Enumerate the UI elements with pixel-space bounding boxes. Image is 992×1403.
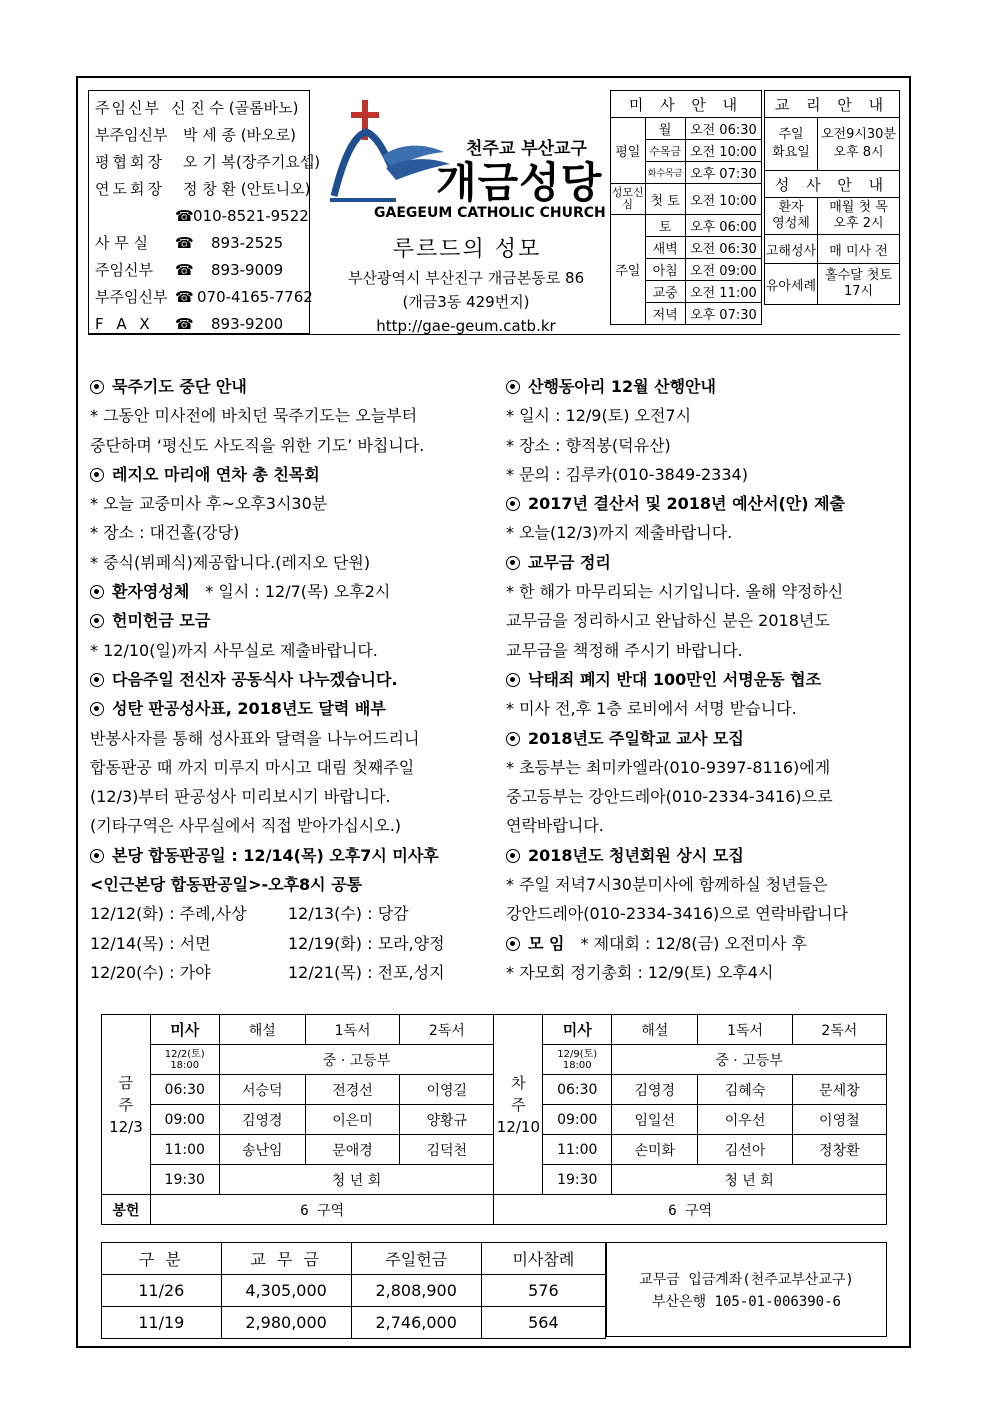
heading-text: 다음주일 전신자 공동식사 나누겠습니다.	[112, 669, 398, 689]
phone-line	[95, 257, 303, 284]
heading-text: 묵주기도 중단 안내	[112, 377, 247, 396]
phone-icon: ☎	[175, 315, 194, 333]
reader: 김영경	[219, 1105, 305, 1135]
date-item: 12/13(수) : 당감	[288, 904, 409, 924]
date-item: 12/14(목) : 서면	[90, 933, 211, 953]
sacrament-time: 매 미사 전	[818, 235, 900, 264]
staff-line	[95, 176, 311, 203]
phone-label: 사 무 실	[95, 234, 149, 252]
date-item: 12/12(화) : 주례,사상	[90, 904, 247, 924]
bullet-icon	[506, 937, 520, 951]
notice-text: * 주일 저녁7시30분미사에 함께하실 청년들은	[506, 875, 828, 895]
staff-line	[95, 149, 321, 176]
date-pair-line	[90, 958, 500, 987]
heading-text: 낙태죄 폐지 반대 100만인 서명운동 협조	[528, 669, 822, 689]
bullet-icon	[90, 702, 104, 716]
phone-icon: ☎	[175, 288, 194, 306]
staff-role: 평협회장	[95, 153, 165, 171]
heading-extra: * 제대회 : 12/8(금) 오전미사 후	[580, 933, 807, 953]
heading-text: 헌미헌금 모금	[112, 611, 211, 631]
heading-text: 2018년도 주일학교 교사 모집	[528, 728, 744, 748]
heading-extra: * 일시 : 12/7(목) 오후2시	[205, 582, 391, 602]
phone-icon: ☎	[175, 234, 194, 252]
table-cell: 576	[481, 1275, 605, 1307]
diocese-name: 천주교 부산교구	[466, 139, 587, 159]
bullet-icon	[506, 556, 520, 570]
table-row	[102, 1275, 606, 1307]
notice-heading	[506, 489, 906, 518]
notices-left-column	[90, 372, 500, 987]
table-cell: 11/26	[102, 1275, 222, 1307]
staff-name: 박 세 종 (바오로)	[183, 126, 296, 144]
phone-number: 070-4165-7762	[197, 288, 313, 306]
mass-schedule-table	[610, 90, 762, 325]
bullet-icon	[90, 673, 104, 687]
address-line: 부산광역시 부산진구 개금본동로 86	[347, 269, 585, 287]
notice-heading	[90, 606, 500, 635]
reading-roster-table	[101, 1014, 887, 1225]
notice-text: (기타구역은 사무실에서 직접 받아가십시오.)	[90, 816, 402, 836]
notice-text: 교무금을 정리하시고 완납하신 분은 2018년도	[506, 611, 830, 631]
bullet-icon	[506, 497, 520, 511]
parish-english-name: GAEGEUM CATHOLIC CHURCH	[374, 205, 606, 221]
notice-subheading: <인근본당 합동판공일>-오후8시 공통	[90, 875, 363, 895]
reader: 정창환	[792, 1135, 886, 1165]
staff-name: 정 창 환 (안토니오)	[183, 180, 311, 198]
catechism-day: 주일 화요일	[765, 118, 818, 171]
mass-time: 오후 06:00	[685, 215, 761, 237]
weekday-label: 평일	[611, 118, 646, 184]
phone-icon: ☎	[175, 207, 194, 225]
phone-number: 893-9009	[211, 261, 284, 279]
account-title: 교무금 입금계좌(천주교부산교구)	[639, 1272, 854, 1288]
reader: 이우선	[698, 1105, 792, 1135]
phone-icon: ☎	[175, 261, 194, 279]
parish-address	[330, 266, 602, 338]
notice-text: 연락바랍니다.	[506, 816, 604, 836]
col-header: 1독서	[698, 1015, 792, 1045]
heading-text: 2017년 결산서 및 2018년 예산서(안) 제출	[528, 494, 846, 514]
reader: 임일선	[612, 1105, 698, 1135]
notice-text: 합동판공 때 까지 미루지 마시고 대림 첫째주일	[90, 757, 415, 777]
mass-time: 오전 10:00	[685, 184, 761, 215]
notice-heading	[90, 460, 500, 489]
mass-title: 미 사 안 내	[611, 91, 762, 118]
notice-heading	[90, 694, 500, 723]
notices-right-column	[506, 372, 906, 987]
phone-line	[95, 284, 313, 311]
notice-text: * 문의 : 김루카(010-3849-2334)	[506, 464, 748, 484]
sacrament-title: 성 사 안 내	[765, 171, 900, 198]
phone-label: 주임신부	[95, 261, 153, 279]
notice-heading	[90, 372, 500, 401]
mass-time: 오전 10:00	[685, 140, 761, 162]
mass-time: 11:00	[150, 1135, 219, 1165]
mobile-line	[95, 203, 309, 230]
notice-text: * 중식(뷔페식)제공합니다.(레지오 단원)	[90, 552, 371, 572]
table-cell: 2,980,000	[221, 1307, 351, 1339]
mass-time: 19:30	[543, 1165, 612, 1195]
youth-group: 청 년 회	[612, 1165, 887, 1195]
notice-heading	[506, 665, 906, 694]
staff-role: 주임신부	[95, 99, 161, 117]
table-row	[102, 1307, 606, 1339]
mass-time: 오전 09:00	[685, 259, 761, 281]
staff-name: 신 진 수 (골롬바노)	[171, 99, 299, 117]
col-header: 미사참례	[481, 1243, 605, 1275]
reader: 전경선	[305, 1075, 399, 1105]
heading-text: 환자영성체	[112, 582, 190, 602]
table-cell: 2,808,900	[351, 1275, 481, 1307]
notice-heading	[90, 665, 500, 694]
eve-time: 12/2(토) 18:00	[150, 1045, 219, 1075]
notice-text: 교무금을 책정해 주시기 바랍니다.	[506, 640, 743, 660]
reader: 이은미	[305, 1105, 399, 1135]
sacrament-name: 유아세례	[765, 264, 818, 305]
phone-number: 893-9200	[211, 315, 284, 333]
reader: 김영경	[612, 1075, 698, 1105]
bullet-icon	[506, 732, 520, 746]
heading-text: 교무금 정리	[528, 552, 611, 572]
col-header: 미사	[150, 1015, 219, 1045]
bullet-icon	[90, 585, 104, 599]
reader: 서승덕	[219, 1075, 305, 1105]
first-sat-label: 성모신심	[611, 184, 646, 215]
catechism-sacrament-table	[764, 90, 900, 305]
sacrament-time: 매월 첫 목 오후 2시	[818, 198, 900, 235]
mass-day: 저녁	[645, 303, 685, 325]
date-item: 12/20(수) : 가야	[90, 962, 211, 982]
notice-text: * 오늘 교중미사 후~오후3시30분	[90, 494, 328, 514]
notice-heading	[506, 372, 906, 401]
notice-text: * 미사 전,후 1층 로비에서 서명 받습니다.	[506, 699, 797, 719]
reader: 김선아	[698, 1135, 792, 1165]
offering-label: 봉헌	[102, 1195, 151, 1225]
date-pair-line	[90, 899, 500, 928]
mass-day: 첫 토	[645, 184, 685, 215]
table-cell: 564	[481, 1307, 605, 1339]
offering-group: 6 구역	[150, 1195, 494, 1225]
mass-time: 09:00	[150, 1105, 219, 1135]
bullet-icon	[506, 380, 520, 394]
sacrament-name: 고해성사	[765, 235, 818, 264]
bullet-icon	[506, 849, 520, 863]
notice-text: * 오늘(12/3)까지 제출바랍니다.	[506, 523, 733, 543]
catechism-title: 교 리 안 내	[765, 91, 900, 118]
table-cell: 2,746,000	[351, 1307, 481, 1339]
heading-text: 모 임	[528, 933, 565, 953]
notice-text: 반봉사자를 통해 성사표와 달력을 나누어드리니	[90, 728, 420, 748]
notice-text: * 12/10(일)까지 사무실로 제출바랍니다.	[90, 640, 378, 660]
reader: 문애경	[305, 1135, 399, 1165]
address-line: (개금3동 429번지)	[402, 293, 530, 311]
account-note	[606, 1242, 887, 1337]
header-divider	[88, 334, 900, 335]
account-number: 부산은행 105-01-006390-6	[652, 1294, 841, 1310]
col-header: 2독서	[792, 1015, 886, 1045]
staff-role: 부주임신부	[95, 126, 168, 144]
col-header: 주일헌금	[351, 1243, 481, 1275]
date-item: 12/19(화) : 모라,양정	[288, 933, 445, 953]
mass-time: 06:30	[543, 1075, 612, 1105]
mass-time: 오후 07:30	[685, 303, 761, 325]
notice-heading	[90, 841, 500, 870]
parish-logo-area	[312, 90, 608, 334]
reader: 양황규	[400, 1105, 494, 1135]
reader: 이영길	[400, 1075, 494, 1105]
notice-text: 강안드레아(010-2334-3416)으로 연락바랍니다	[506, 904, 849, 924]
mass-day: 새벽	[645, 237, 685, 259]
mass-day: 수목금	[645, 140, 685, 162]
col-header: 1독서	[305, 1015, 399, 1045]
mass-time: 19:30	[150, 1165, 219, 1195]
notice-text: * 일시 : 12/9(토) 오전7시	[506, 406, 692, 426]
youth-group: 청 년 회	[219, 1165, 494, 1195]
eve-group: 중 · 고등부	[612, 1045, 887, 1075]
notice-heading	[506, 841, 906, 870]
date-item: 12/21(목) : 전포,성지	[288, 962, 445, 982]
phone-label: F A X	[95, 315, 150, 333]
phone-number: 893-2525	[211, 234, 284, 252]
mass-day: 토	[645, 215, 685, 237]
mass-day: 교중	[645, 281, 685, 303]
table-cell: 11/19	[102, 1307, 222, 1339]
offering-group: 6 구역	[494, 1195, 887, 1225]
bullet-icon	[506, 673, 520, 687]
notice-heading	[506, 724, 906, 753]
mass-day: 아침	[645, 259, 685, 281]
staff-name: 오 기 복(장주기요셉)	[183, 153, 321, 171]
staff-line	[95, 122, 303, 149]
col-header: 미사	[543, 1015, 612, 1045]
notice-text: * 한 해가 마무리되는 시기입니다. 올해 약정하신	[506, 582, 844, 602]
heading-text: 레지오 마리애 연차 총 친목회	[112, 464, 320, 484]
reader: 문세창	[792, 1075, 886, 1105]
mobile-number: 010-8521-9522	[193, 207, 309, 225]
reader: 김혜숙	[698, 1075, 792, 1105]
parish-motto: 루르드의 성모	[392, 237, 542, 262]
week-label: 금 주 12/3	[102, 1015, 151, 1195]
reader: 손미화	[612, 1135, 698, 1165]
mass-time: 06:30	[150, 1075, 219, 1105]
notice-text: (12/3)부터 판공성사 미리보시기 바랍니다.	[90, 787, 391, 807]
notice-heading	[506, 548, 906, 577]
notice-text: 중단하며 ‘평신도 사도직을 위한 기도’ 바칩니다.	[90, 435, 425, 455]
staff-role: 연도회장	[95, 180, 165, 198]
notice-text: * 초등부는 최미카엘라(010-9397-8116)에게	[506, 757, 831, 777]
mass-time: 09:00	[543, 1105, 612, 1135]
mass-time: 오전 11:00	[685, 281, 761, 303]
mass-time: 11:00	[543, 1135, 612, 1165]
col-header: 해설	[219, 1015, 305, 1045]
website-link[interactable]: http://gae-geum.catb.kr	[376, 317, 556, 335]
bullet-icon	[90, 614, 104, 628]
parish-name: 개금성당	[436, 158, 603, 207]
phone-label: 부주임신부	[95, 288, 168, 306]
table-cell: 4,305,000	[221, 1275, 351, 1307]
mass-day: 월	[645, 118, 685, 140]
notice-heading	[506, 929, 906, 958]
mass-time: 오전 06:30	[685, 118, 761, 140]
mass-time: 오전 06:30	[685, 237, 761, 259]
bullet-icon	[90, 849, 104, 863]
bullet-icon	[90, 468, 104, 482]
sacrament-name: 환자 영성체	[765, 198, 818, 235]
date-pair-line	[90, 929, 500, 958]
finance-table	[101, 1242, 606, 1339]
notice-heading	[90, 577, 500, 606]
bullet-icon	[90, 380, 104, 394]
col-header: 2독서	[400, 1015, 494, 1045]
heading-text: 성탄 판공성사표, 2018년도 달력 배부	[112, 699, 386, 719]
week-label: 차 주 12/10	[494, 1015, 543, 1195]
heading-text: 본당 합동판공일 : 12/14(목) 오후7시 미사후	[112, 845, 439, 865]
col-header: 해설	[612, 1015, 698, 1045]
notice-text: * 자모회 정기총회 : 12/9(토) 오후4시	[506, 962, 774, 982]
sacrament-time: 홀수달 첫토 17시	[818, 264, 900, 305]
reader: 김덕천	[400, 1135, 494, 1165]
staff-line	[95, 95, 303, 122]
staff-info-box	[88, 90, 321, 334]
notice-text: 중고등부는 강안드레아(010-2334-3416)으로	[506, 787, 833, 807]
mass-time: 오후 07:30	[685, 162, 761, 184]
reader: 이영철	[792, 1105, 886, 1135]
catechism-time: 오전9시30분 오후 8시	[818, 118, 900, 171]
col-header: 구 분	[102, 1243, 222, 1275]
notice-text: * 장소 : 대건홀(강당)	[90, 523, 240, 543]
heading-text: 2018년도 청년회원 상시 모집	[528, 845, 744, 865]
col-header: 교 무 금	[221, 1243, 351, 1275]
phone-line	[95, 230, 303, 257]
notice-text: * 장소 : 향적봉(덕유산)	[506, 435, 671, 455]
heading-text: 산행동아리 12월 산행안내	[528, 377, 716, 396]
sunday-label: 주일	[611, 215, 646, 325]
reader: 송난임	[219, 1135, 305, 1165]
eve-time: 12/9(토) 18:00	[543, 1045, 612, 1075]
mass-day: 화수목금	[645, 162, 685, 184]
notice-text: * 그동안 미사전에 바치던 묵주기도는 오늘부터	[90, 406, 418, 426]
eve-group: 중 · 고등부	[219, 1045, 494, 1075]
